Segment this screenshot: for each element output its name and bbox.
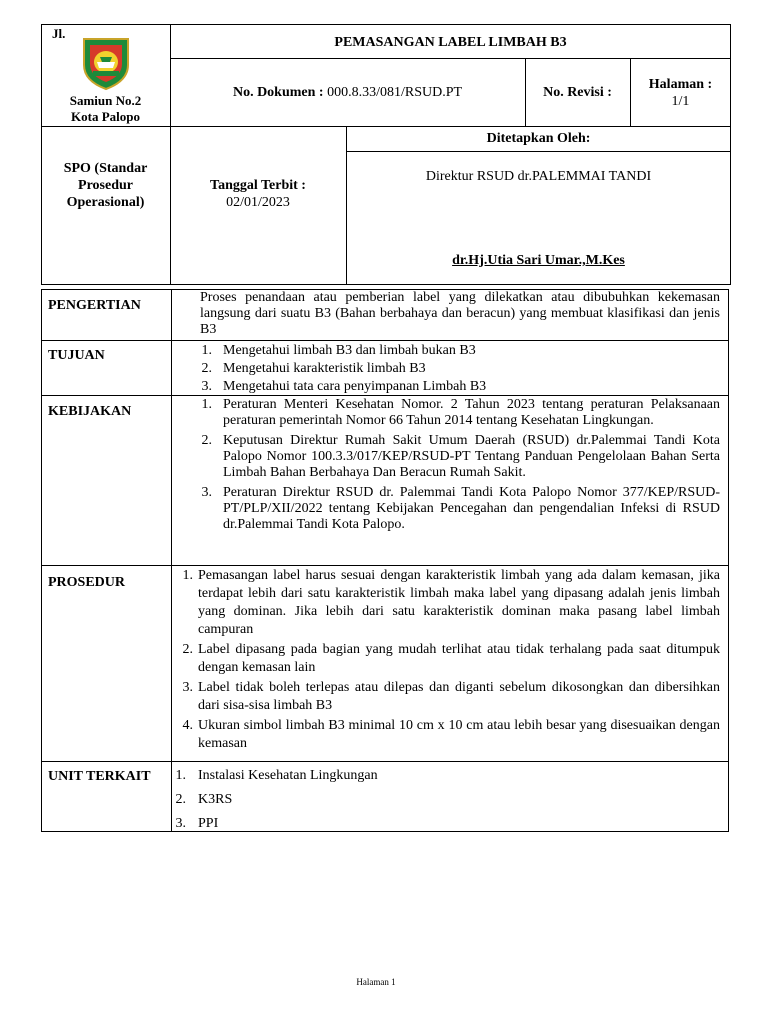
section-label-unit-terkait: UNIT TERKAIT — [48, 769, 151, 784]
kebijakan-list — [172, 397, 720, 533]
list-item: 2. Mengetahui karakteristik limbah B3 — [201, 361, 426, 376]
list-item: 3. Peraturan Direktur RSUD dr. Palemmai Tandi Kota Palopo Nomor 377/KEP/RSUD-PT/PLP/XII/2022 tentang Kebijakan Pencegahan dan pengendalian Infeksi di RSUD dr.Palemmai Tandi Kota Palopo. — [201, 485, 720, 532]
issue-date-label: Tanggal Terbit : — [210, 178, 306, 193]
list-item: 2. K3RS — [175, 792, 233, 807]
established-by-label: Ditetapkan Oleh: — [486, 131, 591, 146]
header-divider-established — [346, 151, 731, 152]
list-item: 1. Peraturan Menteri Kesehatan Nomor. 2 Tahun 2023 tentang peraturan Pelaksanaan peraturan pemerintah Nomor 66 Tahun 2014 tentang Kesehatan Lingkungan. — [201, 397, 720, 428]
hospital-logo — [80, 35, 132, 91]
list-item: 2. Label dipasang pada bagian yang mudah terlihat atau tidak terhalang pada saat ditumpuk dengan kemasan lain — [182, 642, 720, 675]
director-name: dr.Hj.Utia Sari Umar.,M.Kes — [452, 253, 625, 268]
pengertian-text: Proses penandaan atau pemberian label yang dilekatkan atau dibubuhkan kekemasan langsung dari suatu B3 (Bahan berbahaya dan beracun) yang membuat klasifikasi dan jenis B3 — [200, 290, 720, 337]
address-prefix: Jl. — [52, 26, 66, 41]
list-item: 4. Ukuran simbol limbah B3 minimal 10 cm x 10 cm atau lebih besar yang disesuaikan dengan kemasan — [182, 718, 720, 751]
list-item: 3. Mengetahui tata cara penyimpanan Limbah B3 — [201, 379, 487, 394]
doc-number — [170, 84, 525, 101]
header-divider-row — [41, 126, 731, 127]
director-title: Direktur RSUD dr.PALEMMAI TANDI — [425, 169, 652, 184]
page-value: 1/1 — [671, 94, 690, 109]
prosedur-list — [172, 567, 720, 753]
page-label: Halaman : — [648, 77, 713, 92]
list-item: 2. Keputusan Direktur Rumah Sakit Umum Daerah (RSUD) dr.Palemmai Tandi Kota Palopo Nomor 100.3.3/017/KEP/RSUD-PT Tentang Panduan Pengelolaan Bahan Serta Limbah Bahan Berbahaya Dan Beracun Rumah Sakit. — [201, 433, 720, 480]
row-divider — [41, 565, 729, 566]
revision-label: No. Revisi : — [543, 85, 612, 100]
section-label-tujuan: TUJUAN — [48, 348, 105, 363]
doc-number-label: No. Dokumen : — [232, 85, 324, 100]
header-divider-vertical — [170, 24, 171, 285]
address-line-1: Samiun No.2 — [69, 93, 142, 108]
list-item: 1. Instalasi Kesehatan Lingkungan — [175, 768, 378, 783]
row-divider — [41, 340, 729, 341]
list-item: 3. Label tidak boleh terlepas atau dilepas dan diganti sebelum dikosongkan dan dibersihkan dari sisa-sisa limbah B3 — [182, 680, 720, 713]
section-label-pengertian: PENGERTIAN — [48, 298, 141, 313]
document-title: PEMASANGAN LABEL LIMBAH B3 — [334, 35, 567, 50]
list-item: 1. Pemasangan label harus sesuai dengan karakteristik limbah yang ada dalam kemasan, jika terdapat lebih dari satu karakteristik limbah maka label yang dipasang adalah jenis limbah yang dominan. Jika lebih dari satu karakteristik dominan maka pasang label limbah campuran — [182, 568, 720, 637]
spo-line-1: SPO (Standar — [63, 161, 148, 176]
spo-line-3: Operasional) — [66, 195, 145, 210]
issue-date-value: 02/01/2023 — [226, 195, 290, 210]
header-table — [41, 24, 731, 285]
address-line-2: Kota Palopo — [71, 109, 140, 124]
footer-page-number: Halaman 1 — [356, 977, 396, 987]
row-divider — [41, 761, 729, 762]
doc-number-value: 000.8.33/081/RSUD.PT — [323, 85, 463, 100]
list-item: 1. Mengetahui limbah B3 dan limbah bukan B3 — [201, 343, 476, 358]
spo-line-2: Prosedur — [78, 178, 133, 193]
tujuan-list — [172, 342, 720, 396]
list-item: 3. PPI — [175, 816, 219, 831]
unit-terkait-list — [172, 767, 720, 839]
section-label-prosedur: PROSEDUR — [48, 575, 126, 590]
section-label-kebijakan: KEBIJAKAN — [48, 404, 132, 419]
header-divider-title — [170, 58, 731, 59]
